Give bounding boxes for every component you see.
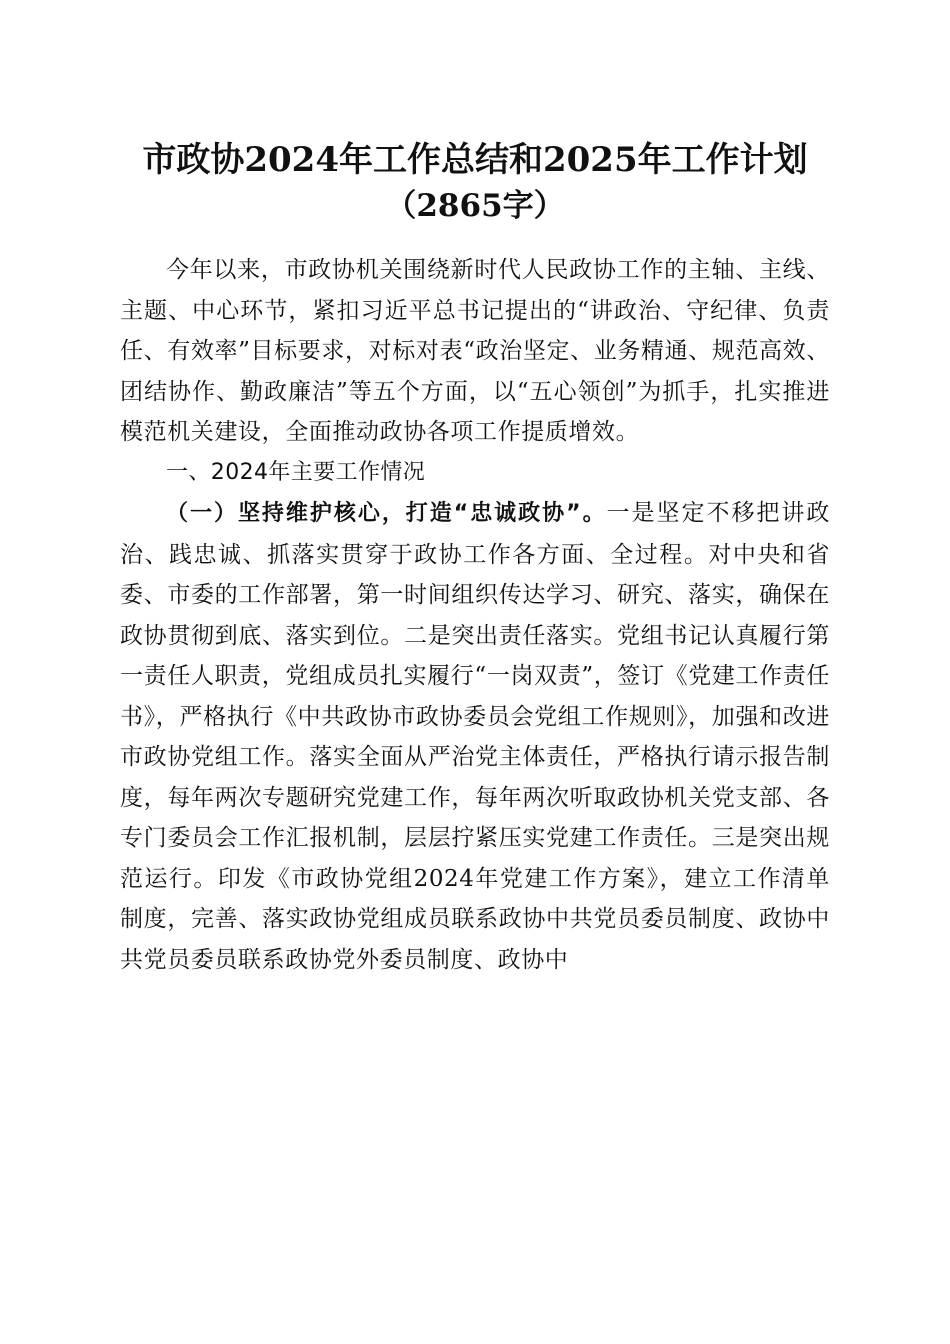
section-heading: 一、2024年主要工作情况 bbox=[166, 459, 426, 485]
subsection-body: 一是坚定不移把讲政治、践忠诚、抓落实贯穿于政协工作各方面、全过程。对中央和省委、市委的工作部署，第一时间组织传达学习、研究、落实，确保在政协贯彻到底、落实到位。二是突出责任落实。党组书记认真履行第一责任人职责，党组成员扎实履行“一岗双责”，签订《党建工作责任书》，严格执行《中共政协市政协委员会党组工作规则》，加强和改进市政协党组工作。落实全面从严治党主体责任，严格执行请示报告制度，每年两次专题研究党建工作，每年两次听取政协机关党支部、各专门委员会工作汇报机制，层层拧紧压实党建工作责任。三是突出规范运行。印发《市政协党组2024年党建工作方案》，建立工作清单制度，完善、落实政协党组成员联系政协中共党员委员制度、政协中共党员委员联系政协党外委员制度、政协中 bbox=[120, 500, 830, 973]
document-title bbox=[0, 138, 950, 228]
title-main: 市政协2024年工作总结和2025年工作计划 bbox=[142, 140, 808, 180]
title-word-count: （2865字） bbox=[385, 188, 565, 224]
subsection-paragraph bbox=[120, 493, 830, 980]
intro-paragraph: 今年以来，市政协机关围绕新时代人民政协工作的主轴、主线、主题、中心环节，紧扣习近平总书记提出的“讲政治、守纪律、负责任、有效率”目标要求，对标对表“政治坚定、业务精通、规范高效、团结协作、勤政廉洁”等五个方面，以“五心领创”为抓手，扎实推进模范机关建设，全面推动政协各项工作提质增效。 bbox=[120, 257, 830, 445]
document-body bbox=[120, 250, 830, 980]
subsection-lead: （一）坚持维护核心，打造“忠诚政协”。 bbox=[166, 501, 607, 526]
